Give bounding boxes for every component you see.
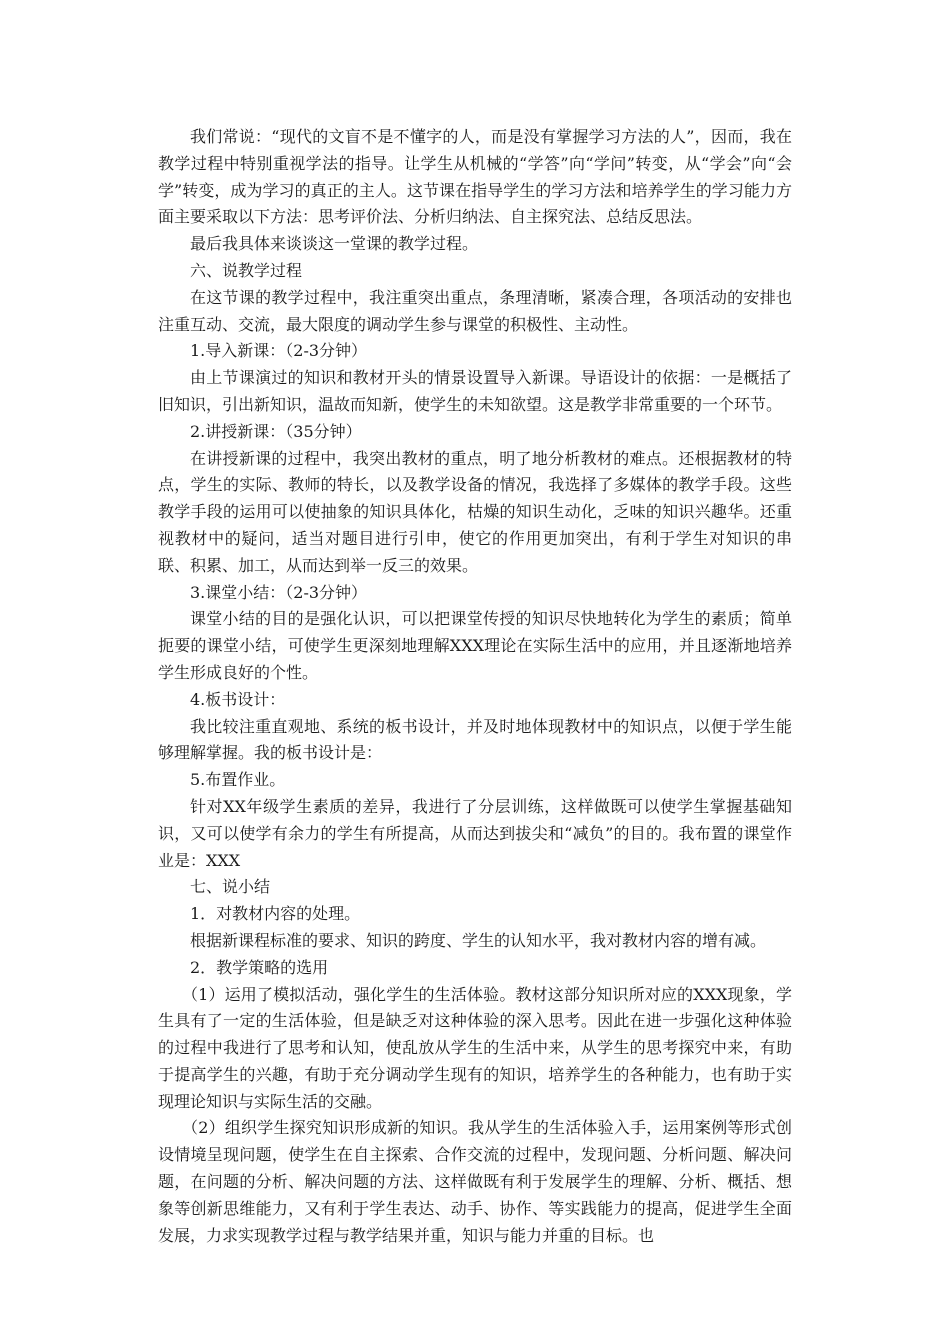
subheading-strategy: 2．教学策略的选用 (190, 957, 329, 977)
section-heading-summary: 七、说小结 (190, 877, 271, 897)
paragraph-new-lesson: 在讲授新课的过程中，我突出教材的重点，明了地分析教材的难点。还根据教材的特点，学生的实际、教师的特长，以及教学设备的情况，我选择了多媒体的教学手段。这些教学手段的运用可以使抽象的知识具体化，枯燥的知识生动化，乏味的知识兴趣华。还重视教材中的疑问，适当对题目进行引申，使它的作用更加突出，有利于学生对知识的串联、积累、加工，从而达到举一反三的效果。 (158, 448, 792, 575)
section-heading-teaching-process: 六、说教学过程 (190, 260, 303, 280)
subheading-board-design: 4.板书设计： (190, 689, 286, 709)
paragraph-study-methods: 我们常说：“现代的文盲不是不懂字的人，而是没有掌握学习方法的人”，因而，我在教学过程中特别重视学法的指导。让学生从机械的“学答”向“学问”转变，从“学会”向“会学”转变，成为学习的真正的主人。这节课在指导学生的学习方法和培养学生的学习能力方面主要采取以下方法：思考评价法、分析归纳法、自主探究法、总结反思法。 (158, 127, 792, 227)
paragraph-intro-process: 最后我具体来谈谈这一堂课的教学过程。 (190, 234, 479, 254)
paragraph-class-summary: 课堂小结的目的是强化认识，可以把课堂传授的知识尽快地转化为学生的素质；简单扼要的课堂小结，可使学生更深刻地理解XXX理论在实际生活中的应用，并且逐渐地培养学生形成良好的个性。 (158, 609, 792, 682)
subheading-class-summary: 3.课堂小结：（2-3分钟） (190, 582, 368, 602)
paragraph-lead-in: 由上节课演过的知识和教材开头的情景设置导入新课。导语设计的依据：一是概括了旧知识，引出新知识，温故而知新，使学生的未知欲望。这是教学非常重要的一个环节。 (158, 368, 792, 414)
paragraph-process-overview: 在这节课的教学过程中，我注重突出重点，条理清晰，紧凑合理，各项活动的安排也注重互动、交流，最大限度的调动学生参与课堂的积极性、主动性。 (158, 287, 792, 334)
paragraph-content-handling: 根据新课程标准的要求、知识的跨度、学生的认知水平，我对教材内容的增有减。 (190, 930, 767, 950)
subheading-content-handling: 1．对教材内容的处理。 (190, 904, 361, 924)
document-body (158, 124, 792, 1249)
paragraph-strategy-1: （1）运用了模拟活动，强化学生的生活体验。教材这部分知识所对应的XXX现象，学生具有了一定的生活体验，但是缺乏对这种体验的深入思考。因此在进一步强化这种体验的过程中我进行了思考和认知，使乱放从学生的生活中来，从学生的思考探究中来，有助于提高学生的兴趣，有助于充分调动学生现有的知识，培养学生的各种能力，也有助于实现理论知识与实际生活的交融。 (158, 984, 792, 1111)
paragraph-homework: 针对XX年级学生素质的差异，我进行了分层训练，这样做既可以使学生掌握基础知识，又可以使学有余力的学生有所提高，从而达到拔尖和“减负”的目的。我布置的课堂作业是：XXX (158, 796, 792, 870)
subheading-homework: 5.布置作业。 (190, 770, 286, 790)
paragraph-strategy-2: （2）组织学生探究知识形成新的知识。我从学生的生活体验入手，运用案例等形式创设情境呈现问题，使学生在自主探索、合作交流的过程中，发现问题、分析问题、解决问题，在问题的分析、解决问题的方法、这样做既有利于发展学生的理解、分析、概括、想象等创新思维能力，又有利于学生表达、动手、协作、等实践能力的提高，促进学生全面发展，力求实现教学过程与教学结果并重，知识与能力并重的目标。也 (158, 1118, 792, 1245)
paragraph-board-design: 我比较注重直观地、系统的板书设计，并及时地体现教材中的知识点，以便于学生能够理解掌握。我的板书设计是： (158, 716, 792, 763)
subheading-new-lesson: 2.讲授新课：（35分钟） (190, 421, 362, 441)
subheading-lead-in: 1.导入新课：（2-3分钟） (190, 341, 368, 361)
